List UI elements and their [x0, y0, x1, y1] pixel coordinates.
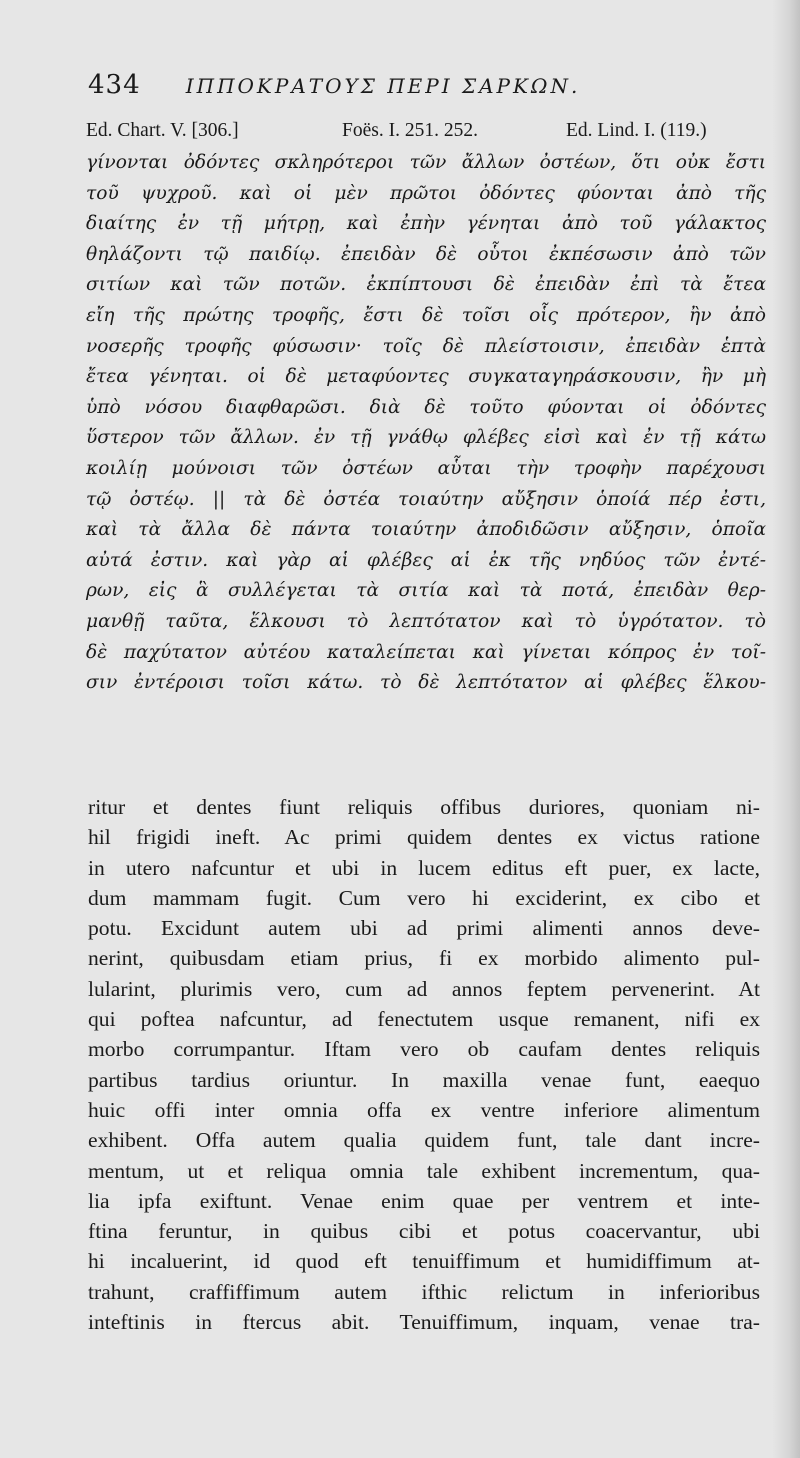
edition-ref-chart: Ed. Chart. V. [306.]: [86, 120, 239, 141]
latin-line: in utero nafcuntur et ubi in lucem editus eft puer, ex lacte,: [88, 855, 760, 880]
latin-line: inteftinis in ftercus abit. Tenuiffimum, inquam, venae tra-: [88, 1310, 760, 1335]
edition-ref-foes: Foës. I. 251. 252.: [342, 120, 478, 141]
greek-line: τῷ ὀστέῳ. || τὰ δὲ ὀστέα τοιαύτην αὔξησιν ὁποίά πέρ ἐστι,: [86, 488, 766, 510]
greek-line: θηλάζοντι τῷ παιδίῳ. ἐπειδὰν δὲ οὗτοι ἐκπέσωσιν ἀπὸ τῶν: [86, 243, 766, 265]
greek-line: τοῦ ψυχροῦ. καὶ οἱ μὲν πρῶτοι ὀδόντες φύονται ἀπὸ τῆς: [86, 182, 766, 204]
latin-line: hi incaluerint, id quod eft tenuiffimum et humidiffimum at-: [88, 1249, 760, 1274]
greek-line: καὶ τὰ ἄλλα δὲ πάντα τοιαύτην ἀποδιδῶσιν αὔξησιν, ὁποῖα: [86, 519, 766, 541]
page-edge-shadow: [772, 0, 800, 1458]
latin-line: ritur et dentes fiunt reliquis offibus duriores, quoniam ni-: [88, 795, 760, 819]
greek-line: μανθῇ ταῦτα, ἕλκουσι τὸ λεπτότατον καὶ τὸ ὑγρότατον. τὸ: [86, 610, 766, 632]
greek-line: δὲ παχύτατον αὐτέου καταλείπεται καὶ γίνεται κόπρος ἐν τοῖ-: [86, 641, 766, 663]
greek-line: ἔτεα γένηται. οἱ δὲ μεταφύοντες συγκαταγηράσκουσιν, ἢν μὴ: [86, 366, 766, 388]
latin-line: potu. Excidunt autem ubi ad primi alimenti annos deve-: [88, 916, 760, 941]
edition-ref-lind: Ed. Lind. I. (119.): [566, 120, 707, 141]
latin-line: nerint, quibusdam etiam prius, fi ex morbido alimento pul-: [88, 946, 760, 971]
latin-text-block: [88, 792, 760, 1337]
latin-line: ftina feruntur, in quibus cibi et potus coacervantur, ubi: [88, 1219, 760, 1244]
running-title: ΙΠΠΟΚΡΑΤΟΥΣ ΠΕΡΙ ΣΑΡΚΩΝ.: [185, 74, 581, 98]
greek-line: ρων, εἰς ἃ συλλέγεται τὰ σιτία καὶ τὰ ποτά, ἐπειδὰν θερ-: [86, 580, 766, 602]
latin-line: dum mammam fugit. Cum vero hi exciderint, ex cibo et: [88, 885, 760, 910]
greek-line: νοσερῆς τροφῆς φύσωσιν· τοῖς δὲ πλείστοισιν, ἐπειδὰν ἑπτὰ: [86, 335, 766, 357]
greek-line: σιν ἐντέροισι τοῖσι κάτω. τὸ δὲ λεπτότατον αἱ φλέβες ἕλκου-: [86, 672, 766, 694]
running-header: [88, 70, 778, 110]
greek-line: εἴη τῆς πρώτης τροφῆς, ἔστι δὲ τοῖσι οἷς πρότερον, ἢν ἀπὸ: [86, 304, 766, 326]
latin-line: trahunt, craffiffimum autem ifthic relictum in inferioribus: [88, 1279, 760, 1304]
greek-line: κοιλίῃ μούνοισι τῶν ὀστέων αὗται τὴν τροφὴν παρέχουσι: [86, 457, 766, 479]
latin-line: qui poftea nafcuntur, ad fenectutem usque remanent, nifi ex: [88, 1007, 760, 1032]
greek-line: ὑπὸ νόσου διαφθαρῶσι. διὰ δὲ τοῦτο φύονται οἱ ὀδόντες: [86, 396, 766, 418]
greek-line: σιτίων καὶ τῶν ποτῶν. ἐκπίπτουσι δὲ ἐπειδὰν ἐπὶ τὰ ἔτεα: [86, 274, 766, 296]
greek-line: διαίτης ἐν τῇ μήτρῃ, καὶ ἐπὴν γένηται ἀπὸ τοῦ γάλακτος: [86, 213, 766, 235]
greek-line: ὕστερον τῶν ἄλλων. ἐν τῇ γνάθῳ φλέβες εἰσὶ καὶ ἐν τῇ κάτω: [86, 427, 766, 449]
latin-line: lularint, plurimis vero, cum ad annos feptem pervenerint. At: [88, 976, 760, 1001]
latin-line: partibus tardius oriuntur. In maxilla venae funt, eaequo: [88, 1067, 760, 1092]
latin-line: exhibent. Offa autem qualia quidem funt, tale dant incre-: [88, 1128, 760, 1153]
latin-line: morbo corrumpantur. Iftam vero ob caufam dentes reliquis: [88, 1037, 760, 1062]
greek-text-block: [86, 148, 766, 699]
greek-line: γίνονται ὀδόντες σκληρότεροι τῶν ἄλλων ὀστέων, ὅτι οὐκ ἔστι: [86, 152, 766, 173]
greek-line: αὐτά ἐστιν. καὶ γὰρ αἱ φλέβες αἱ ἐκ τῆς νηδύος τῶν ἐντέ-: [86, 549, 766, 571]
edition-references: [86, 120, 776, 150]
latin-line: hil frigidi ineft. Ac primi quidem dentes ex victus ratione: [88, 825, 760, 850]
latin-line: lia ipfa exiftunt. Venae enim quae per ventrem et inte-: [88, 1188, 760, 1213]
latin-line: mentum, ut et reliqua omnia tale exhibent incrementum, qua-: [88, 1158, 760, 1183]
page-number: 434: [88, 70, 141, 100]
latin-line: huic offi inter omnia offa ex ventre inferiore alimentum: [88, 1097, 760, 1122]
